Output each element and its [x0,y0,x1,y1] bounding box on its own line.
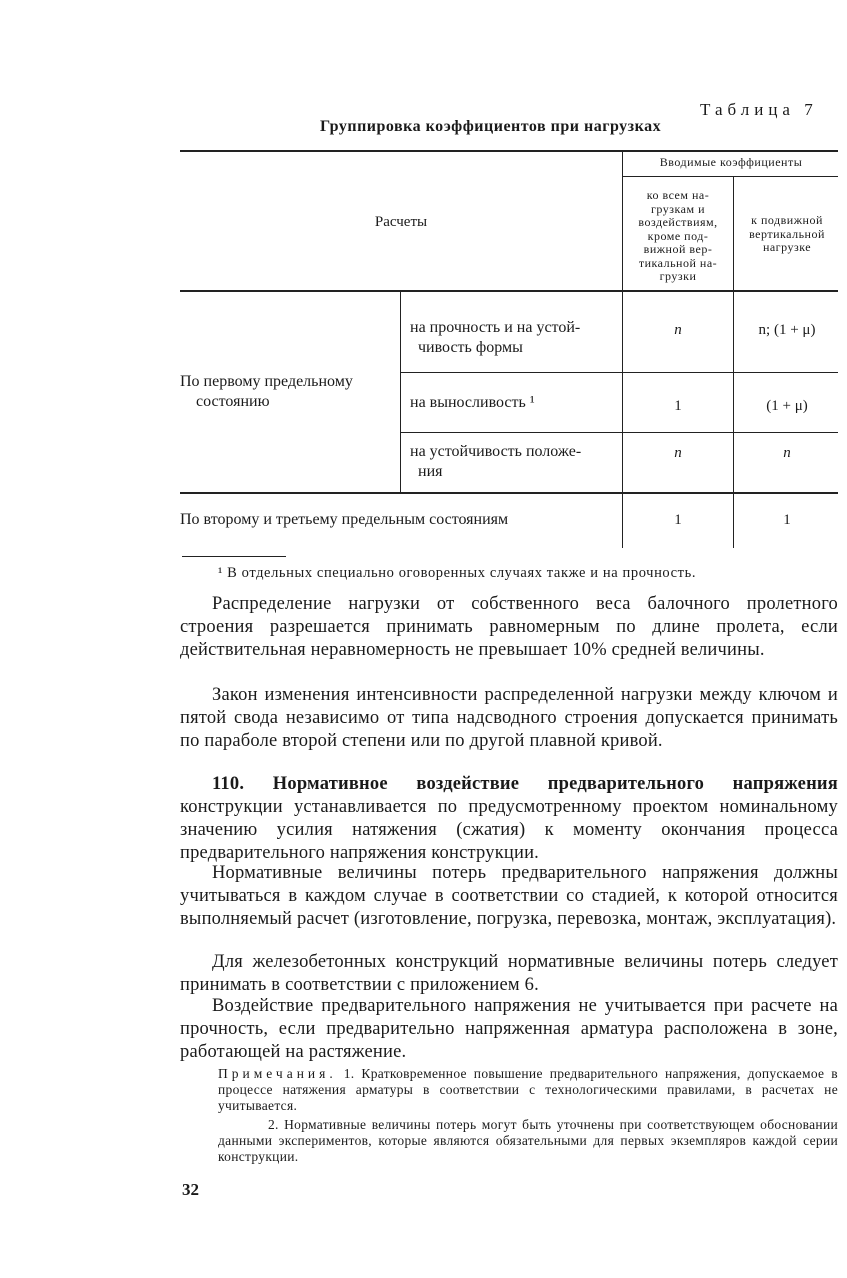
row-calc: на устойчивость положе- ния [410,443,582,480]
row-v2: n [783,445,791,461]
header-sub2: к подвижной вертикальной нагрузке [749,213,825,254]
notes-heading: Примечания. [218,1066,337,1081]
row-v1: n [674,322,682,338]
row-v1-last: 1 [674,512,682,528]
row-v2: (1 + μ) [766,398,808,414]
row-v2-last: 1 [783,512,791,528]
table-label: Таблица 7 [700,100,818,119]
row-v2: n; (1 + μ) [758,322,816,338]
note-2: 2. Нормативные величины потерь могут быть уточнены при соответствующем обосновании данными экспериментов, которые являются обязательными для первых экземпляров каждой серии конструкции. [218,1117,838,1164]
group-first-state: По первому предельному состоянию [180,373,353,410]
row-calc-last: По второму и третьему предельным состояниям [180,511,509,528]
paragraph: Распределение нагрузки от собственного веса балочного пролетного строения разрешается принимать равномерным по длине пролета, если действительная неравномерность не превышает 10% средней величины. [180,594,838,660]
header-sub1: ко всем на- грузкам и воздействиям, кроме под- вижной вер- тикальной на- грузки [638,188,718,283]
note-1: Примечания. 1. Кратковременное повышение предварительного напряжения, допускаемое в процессе натяжения арматуры в соответствии с технологическими правилами, в расчетах не учитывается. [218,1066,838,1113]
section-heading: Нормативное воздействие предварительного напряжения [272,774,838,794]
footnote: ¹ В отдельных специально оговоренных случаях также и на прочность. [218,565,697,581]
row-v1: 1 [674,398,682,414]
section-number: 110. [212,774,245,794]
row-calc: на прочность и на устой- чивость формы [410,319,581,356]
paragraph: Воздействие предварительного напряжения не учитывается при расчете на прочность, если предварительно напряженная арматура расположена в зоне, работающей на растяжение. [180,996,838,1062]
header-calc: Расчеты [374,214,428,230]
row-calc: на выносливость ¹ [410,394,535,411]
row-v1: n [674,445,682,461]
paragraph: Закон изменения интенсивности распределенной нагрузки между ключом и пятой свода независимо от типа надсводного строения допускается принимать по параболе второй степени или по другой плавной кривой. [180,685,838,751]
section-110 [180,773,838,865]
section-text: конструкции устанавливается по предусмотренному проектом номинальному значению усилия натяжения (сжатия) к моменту окончания процесса предварительного напряжения конструкции. [180,797,838,863]
paragraph: Для железобетонных конструкций нормативные величины потерь следует принимать в соответствии с приложением 6. [180,952,838,995]
table-title: Группировка коэффициентов при нагрузках [320,118,662,135]
paragraph: Нормативные величины потерь предварительного напряжения должны учитываться в каждом случае в соответствии со стадией, к которой относится выполняемый расчет (изготовление, погрузка, перевозка, монтаж, эксплуатация). [180,863,838,929]
header-group: Вводимые коэффициенты [659,155,803,169]
page-number: 32 [182,1180,199,1199]
